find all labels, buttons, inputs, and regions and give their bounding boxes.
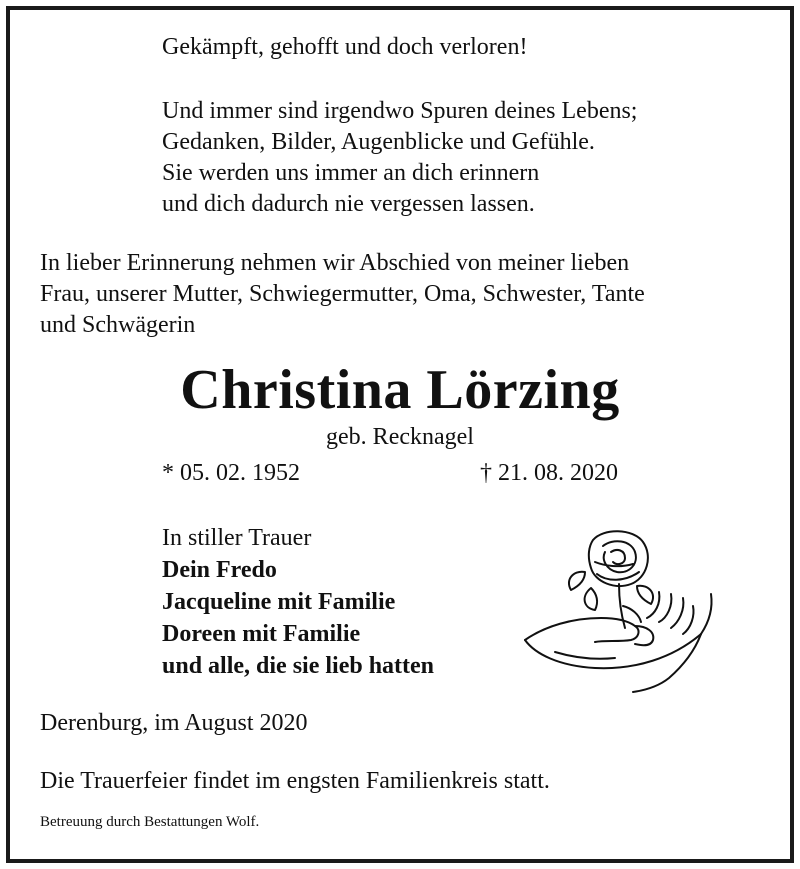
mourners-block bbox=[162, 522, 434, 682]
intro-line: Frau, unserer Mutter, Schwiegermutter, Oma, Schwester, Tante bbox=[40, 281, 645, 307]
mourner-name: Doreen mit Familie bbox=[162, 621, 361, 647]
poem-line: Gedanken, Bilder, Augenblicke und Gefühle. bbox=[162, 129, 595, 155]
poem-line: Sie werden uns immer an dich erinnern bbox=[162, 160, 540, 186]
undertaker-note: Betreuung durch Bestattungen Wolf. bbox=[40, 814, 260, 830]
poem-line: und dich dadurch nie vergessen lassen. bbox=[162, 191, 535, 217]
hand-with-rose-icon bbox=[515, 522, 720, 694]
mourner-name: und alle, die sie lieb hatten bbox=[162, 653, 435, 679]
poem-stanza bbox=[162, 96, 637, 220]
intro-line: In lieber Erinnerung nehmen wir Abschied von meiner lieben bbox=[40, 250, 630, 276]
mourners-heading: In stiller Trauer bbox=[162, 525, 312, 551]
intro-line: und Schwägerin bbox=[40, 312, 196, 338]
place-date: Derenburg, im August 2020 bbox=[40, 710, 308, 736]
mourner-name: Dein Fredo bbox=[162, 557, 277, 583]
deceased-name: Christina Lörzing bbox=[180, 359, 620, 421]
intro-text bbox=[40, 248, 645, 341]
maiden-name: geb. Recknagel bbox=[326, 424, 474, 450]
obituary-notice bbox=[6, 6, 794, 863]
mourner-name: Jacqueline mit Familie bbox=[162, 589, 396, 615]
death-date: † 21. 08. 2020 bbox=[480, 460, 618, 486]
birth-date: * 05. 02. 1952 bbox=[162, 460, 300, 486]
poem-opening-line: Gekämpft, gehofft und doch verloren! bbox=[162, 34, 528, 60]
poem-line: Und immer sind irgendwo Spuren deines Lebens; bbox=[162, 98, 638, 124]
funeral-note: Die Trauerfeier findet im engsten Familienkreis statt. bbox=[40, 768, 550, 794]
